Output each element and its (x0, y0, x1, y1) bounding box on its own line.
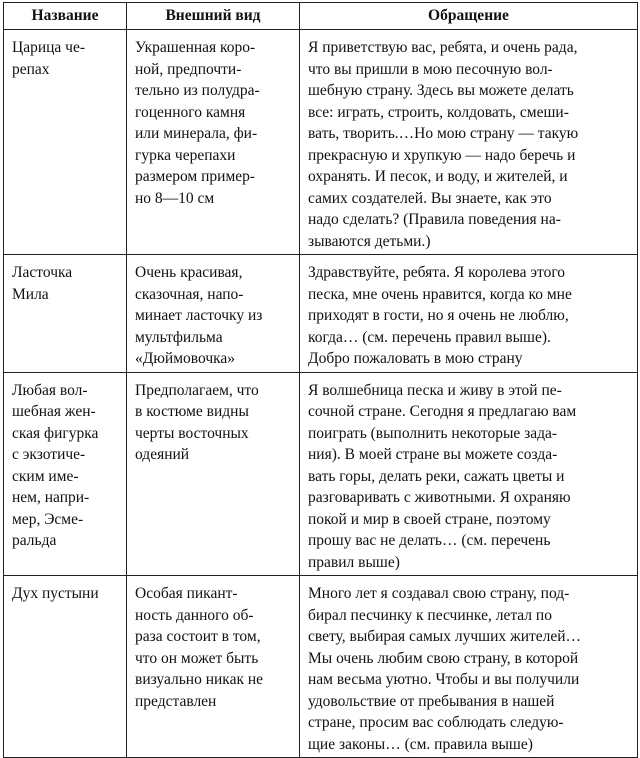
cell-address: Много лет я создавал свою страну, под- бирал песчинку к песчинке, летал по свету, выбирая самых лучших жителей… Мы очень любим свою страну, в которой нам весьма уютно. Чтобы и вы получили удовольствие от пребывания в нашей стране, просим вас соблюдать следую- щие законы… (см. правила выше) (300, 576, 638, 758)
cell-appearance: Предполагаем, что в костюме видны черты восточных одеяний (127, 372, 300, 576)
cell-name: Дух пустыни (4, 576, 127, 758)
header-row (4, 3, 638, 30)
cell-name: Ласточка Мила (4, 255, 127, 373)
cell-address: Я волшебница песка и живу в этой пе- сочной стране. Сегодня я предлагаю вам поиграть (выполнить некоторые зада- ния). В моей стране вы можете созда- вать горы, делать реки, сажать цветы и разговаривать с животными. Я охраняю покой и мир в своей стране, поэтому прошу вас не делать… (см. перечень правил выше) (300, 372, 638, 576)
cell-appearance: Украшенная коро- ной, предпочти- тельно из полудра- гоценного камня или минерала, фи- гурка черепахи размером пример- но 8—10 см (127, 30, 300, 255)
table-row (4, 576, 638, 758)
header-address: Обращение (300, 3, 638, 30)
table-row (4, 372, 638, 576)
table-row (4, 30, 638, 255)
characters-table (3, 2, 638, 758)
cell-appearance: Особая пикант- ность данного об- раза состоит в том, что он может быть визуально никак не представлен (127, 576, 300, 758)
cell-name: Царица че- репах (4, 30, 127, 255)
cell-name: Любая вол- шебная жен- ская фигурка с экзотиче- ским име- нем, напри- мер, Эсме- ральда (4, 372, 127, 576)
cell-address: Я приветствую вас, ребята, и очень рада, что вы пришли в мою песочную вол- шебную страну. Здесь вы можете делать все: играть, строить, колдовать, смеши- вать, творить.…Но мою страну — такую прекрасную и хрупкую — надо беречь и охранять. И песок, и воду, и жителей, и самих создателей. Вы знаете, как это надо сделать? (Правила поведения на- зываются детьми.) (300, 30, 638, 255)
cell-appearance: Очень красивая, сказочная, напо- минает ласточку из мультфильма «Дюймовочка» (127, 255, 300, 373)
table-row (4, 255, 638, 373)
header-appearance: Внешний вид (127, 3, 300, 30)
header-name: Название (4, 3, 127, 30)
cell-address: Здравствуйте, ребята. Я королева этого песка, мне очень нравится, когда ко мне приходят в гости, но я очень не люблю, когда… (см. перечень правил выше). Добро пожаловать в мою страну (300, 255, 638, 373)
